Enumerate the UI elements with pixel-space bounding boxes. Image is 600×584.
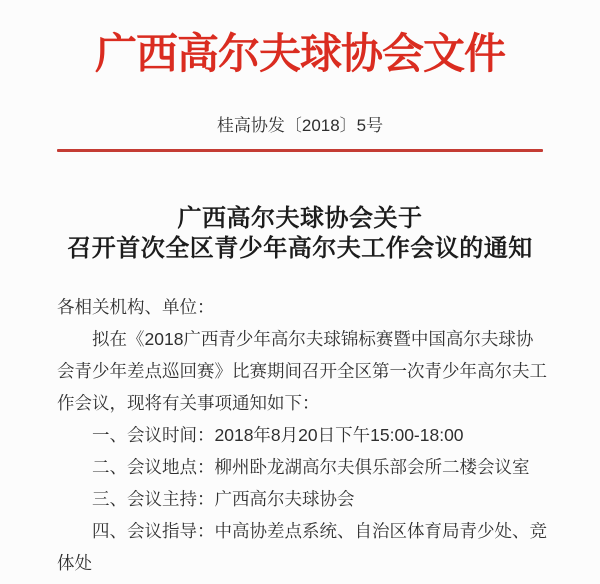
notice-body bbox=[0, 291, 600, 579]
meeting-item-location: 二、会议地点：柳州卧龙湖高尔夫俱乐部会所二楼会议室 bbox=[92, 457, 530, 477]
notice-title bbox=[0, 204, 600, 264]
meeting-item-guidance-wrap: 体处 bbox=[57, 553, 92, 573]
notice-title-line-1: 广西高尔夫球协会关于 bbox=[177, 205, 423, 232]
intro-line-3: 作会议，现将有关事项通知如下： bbox=[57, 393, 320, 413]
meeting-item-time: 一、会议时间：2018年8月20日下午15:00-18:00 bbox=[92, 425, 464, 445]
salutation: 各相关机构、单位： bbox=[57, 297, 215, 317]
document-number: 桂高协发〔2018〕5号 bbox=[216, 116, 384, 135]
meeting-item-host: 三、会议主持：广西高尔夫球协会 bbox=[92, 489, 355, 509]
red-divider-rule bbox=[57, 149, 543, 152]
intro-line-1: 拟在《2018广西青少年高尔夫球锦标赛暨中国高尔夫球协 bbox=[92, 329, 534, 349]
intro-line-2: 会青少年差点巡回赛》比赛期间召开全区第一次青少年高尔夫工 bbox=[57, 361, 547, 381]
notice-title-line-2: 召开首次全区青少年高尔夫工作会议的通知 bbox=[67, 235, 533, 262]
document-header-title: 广西高尔夫球协会文件 bbox=[94, 30, 505, 77]
meeting-item-guidance: 四、会议指导：中高协差点系统、自治区体育局青少处、竞 bbox=[92, 521, 547, 541]
